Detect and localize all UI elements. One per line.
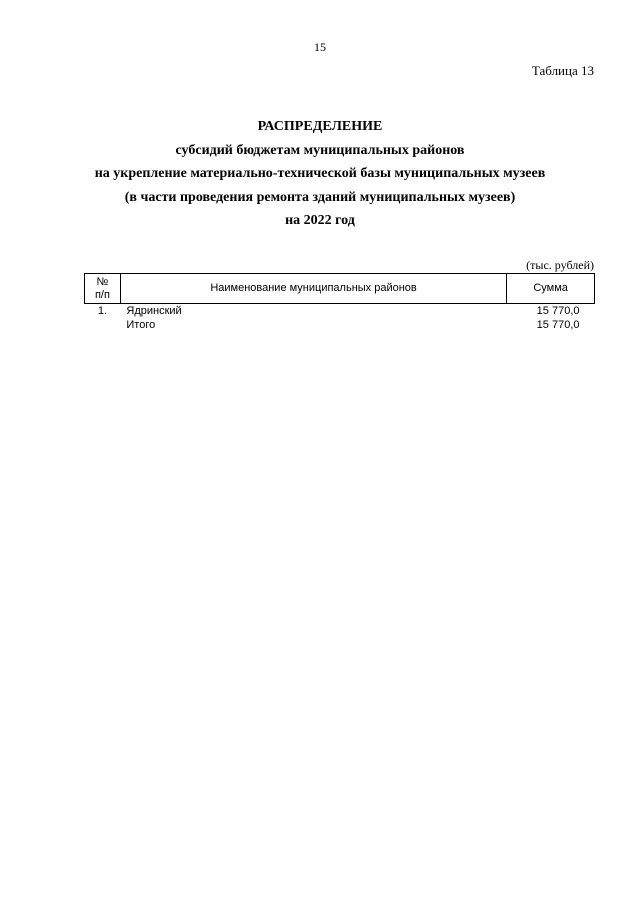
title-year-line: на 2022 год [285,213,355,228]
row-amount: 15 770,0 [536,305,580,317]
header-district-name: Наименование муниципальных районов [120,274,506,304]
row-district-name: Ядринский [126,305,182,317]
title-subtitle-line: субсидий бюджетам муниципальных районов [175,142,465,158]
title-subtitle-line: (в части проведения ремонта зданий муниципальных музеев) [124,189,516,205]
units-note: (тыс. рублей) [526,258,594,272]
table-row [85,304,595,319]
table-total-row [85,318,595,332]
header-number [85,274,121,304]
table-header-row [85,274,595,304]
distribution-table [84,273,595,332]
row-number: 1. [97,305,108,317]
total-number [85,318,121,332]
title-subtitle-line: на укрепление материально-технической базы муниципальных музеев [94,166,546,181]
document-title [0,115,640,233]
total-label: Итого [126,319,156,331]
header-number-abbr: п/п [94,288,110,301]
title-heading: РАСПРЕДЕЛЕНИЕ [257,119,383,134]
header-number-symbol: № [96,275,109,288]
header-amount: Сумма [507,274,595,304]
table-label: Таблица 13 [531,63,594,78]
page-number: 15 [314,40,326,54]
total-amount: 15 770,0 [536,319,580,331]
